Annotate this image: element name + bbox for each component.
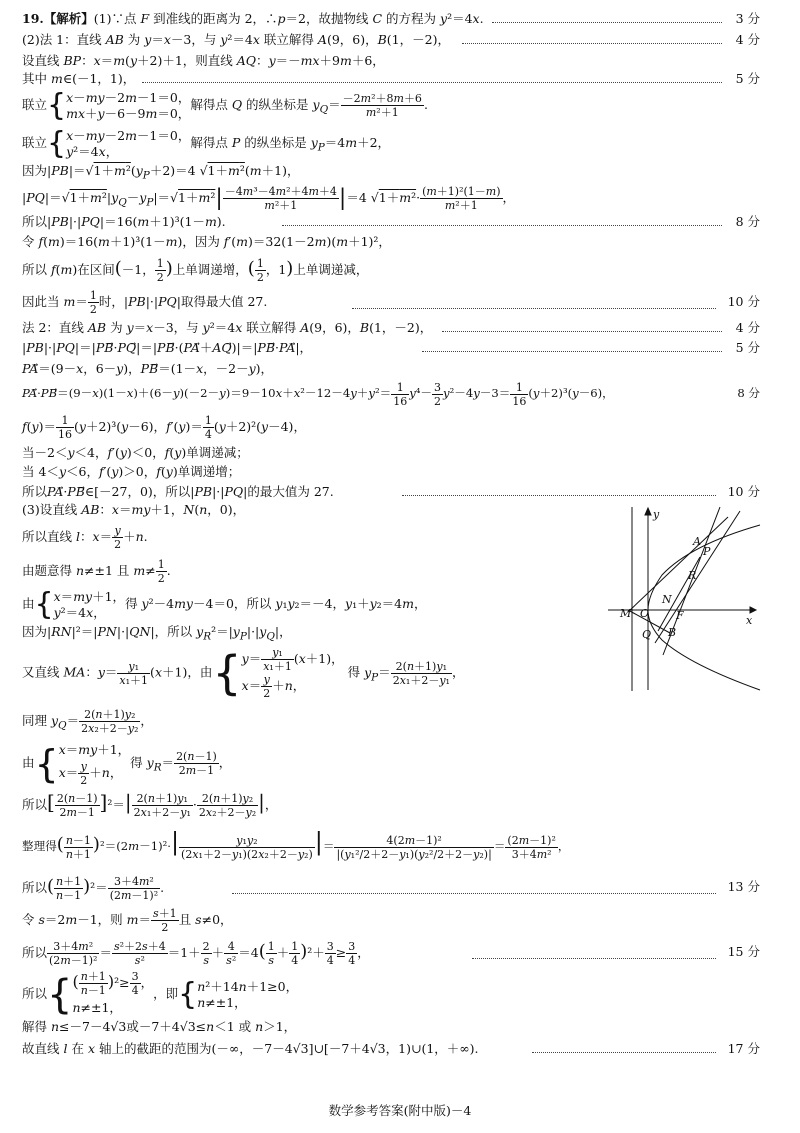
label-b: B: [668, 626, 677, 639]
line-29: 所以[ $\frac{2(n-1)}{2m-1}$ ]²＝| $\frac{\text{2(n＋1)y₁}}{\text{2x₁＋2－y₁}}$ · $\frac{\text{2(n＋1)y₂}}{\text{2x₂＋2－y₂}}$ |，: [22, 790, 278, 819]
line-25: 因为|RN|²＝|PN|·|QN|，所以 $y_R^2=|y_P|\cdot|y_Q|$，: [22, 624, 292, 643]
line-32: 令 s＝2m－1，则 m＝ $\frac{s+1}{2}$ 且 s≠0，: [22, 907, 233, 934]
score-mark: 17 分: [724, 1040, 760, 1058]
label-n: N: [662, 593, 672, 606]
line-34: 所以{( $\frac{n+1}{n-1}$ )²≥ $\frac{3}{4}$ ， n≠±1，，即{n²＋14n＋1≥0， n≠±1，: [22, 970, 299, 1018]
score-mark: 3 分: [732, 10, 760, 28]
line-13: 法 2：直线 AB 为 y＝x－3，与 y²＝4x 联立解得 A(9，6)，B(1，－2)， 4 分: [22, 320, 760, 335]
label-f: F: [676, 609, 684, 622]
parabola-figure: [600, 505, 762, 693]
label-o: O: [640, 607, 650, 620]
line-24: 由{x＝my＋1， y²＝4x，得 y²－4my－4＝0，所以 y₁y₂＝－4，y₁＋y₂＝4m，: [22, 586, 427, 622]
score-mark: 4 分: [732, 319, 760, 337]
line-26: 又直线 MA：y＝ $\frac{\text{y₁}}{\text{x₁＋1}}$ (x＋1)，由{y＝ $\frac{\text{y₁}}{\text{x₁＋1}}$ (x＋1)， x＝ $\frac{y}{2}$ ＋n， 得 $y_P=$ $\frac{\text{2(n＋1)y₁}}{\text{2x₁＋2－y₁}}$ ，: [22, 646, 465, 700]
line-17: f(y)＝ $\frac{1}{16}$ (y＋2)³(y－6)，f′(y)＝ $\frac{1}{4}$ (y＋2)²(y－4)，: [22, 414, 306, 441]
line-2: (2)法 1：直线 AB 为 y＝x－3，与 y²＝4x 联立解得 A(9，6)，B(1，－2)， 4 分: [22, 32, 760, 47]
score-mark: 10 分: [724, 483, 760, 501]
dot-leader: [472, 946, 716, 959]
x-axis-arrow: [750, 607, 756, 613]
score-mark: 5 分: [732, 339, 760, 357]
score-mark: 5 分: [732, 70, 760, 88]
line-27: 同理 $y_Q=$ $\frac{\text{2(n＋1)y₂}}{\text{2x₂＋2－y₂}}$ ，: [22, 708, 153, 735]
label-m: M: [620, 607, 632, 620]
line-14: |PB|·|PQ|＝|PB⃗·PQ⃗|＝|PB⃗·(PA⃗＋AQ⃗)|＝|PB⃗·PA⃗|， 5 分: [22, 340, 760, 355]
line-16: PA⃗·PB⃗＝(9－x)(1－x)＋(6－y)(－2－y)＝9－10x＋x²－12－4y＋y²＝ $\frac{1}{16}$ y⁴－ $\frac{3}{2}$ y²－4y－3＝ $\frac{1}{16}$ (y＋2)³(y－6)， 8 分: [22, 378, 760, 408]
label-p: P: [703, 545, 711, 558]
line-10: 令 f(m)＝16(m＋1)³(1－m)，因为 f′(m)＝32(1－2m)(m＋1)²，: [22, 234, 391, 249]
dot-leader: [352, 296, 716, 309]
line-28: 由{x＝my＋1， x＝ $\frac{y}{2}$ ＋n，得 $y_R=$ $\frac{2(n-1)}{2m-1}$ ，: [22, 741, 232, 787]
line-6: 联立{x－my－2m－1＝0， y²＝4x，解得点 P 的纵坐标是 $y_P=4m+2$，: [22, 125, 391, 161]
score-mark: 10 分: [724, 289, 760, 315]
solution-heading: 19.【解析】: [22, 11, 94, 26]
dot-leader: [532, 1040, 716, 1053]
label-q: Q: [642, 628, 652, 641]
dot-leader: [232, 881, 716, 894]
dot-leader: [422, 339, 722, 352]
dot-leader: [142, 70, 722, 83]
line-12: 因此当 m＝ $\frac{1}{2}$ 时，|PB|·|PQ|取得最大值 27. 10 分: [22, 289, 760, 316]
line-8: $|PQ|=√1+m^2|y_Q-y_P|=√1+m^2|$ $\frac{\text{－4m³－4m²＋4m＋4}}{\text{m²＋1}}$ |＝4 √1＋m²· $\frac{\text{(m＋1)²(1－m)}}{\text{m²＋1}}$ ，: [22, 185, 516, 212]
line-20: 所以PA⃗·PB⃗∈[－27，0)，所以|PB|·|PQ|的最大值为 27. 10 分: [22, 484, 760, 499]
dot-leader: [282, 213, 722, 226]
page-footer: 数学参考答案(附中版)－4: [328, 1103, 472, 1118]
score-mark: 15 分: [724, 936, 760, 968]
line-l: [655, 511, 740, 643]
dot-leader: [492, 10, 722, 23]
line-35: 解得 n≤－7－4√3或－7＋4√3≤n＜1 或 n＞1，: [22, 1019, 297, 1034]
line-4: 其中 m∈(－1，1)， 5 分: [22, 71, 760, 86]
line-22: 所以直线 l：x＝ $\frac{y}{2}$ ＋n.: [22, 524, 148, 551]
line-7: 因为$|PB|=√1+m^2(y_P+2)=4$ √1＋m²(m＋1)，: [22, 163, 300, 182]
line-9: 所以|PB|·|PQ|＝16(m＋1)³(1－m). 8 分: [22, 214, 760, 229]
line-1: 19.【解析】(1)∵点 F 到准线的距离为 2，∴p＝2，故抛物线 C 的方程为 y²＝4x. 3 分: [22, 11, 760, 26]
line-18: 当－2＜y＜4，f′(y)＜0，f(y)单调递减；: [22, 445, 249, 460]
line-31: 所以( $\frac{n+1}{n-1}$ )²＝ $\frac{\text{3＋4m²}}{\text{(2m－1)²}}$ . 13 分: [22, 872, 760, 903]
line-3: 设直线 BP：x＝m(y＋2)＋1，则直线 AQ：y＝－mx＋9m＋6，: [22, 53, 385, 68]
label-a: A: [693, 535, 701, 548]
dot-leader: [402, 483, 716, 496]
label-x: x: [746, 614, 753, 627]
y-axis-arrow: [645, 508, 651, 515]
line-5: 联立{x－my－2m－1＝0， mx＋y－6－9m＝0，解得点 Q 的纵坐标是 $y_Q=$ $\frac{\text{－2m²＋8m＋6}}{\text{m²＋1}}$ .: [22, 87, 428, 123]
dot-leader: [462, 31, 722, 44]
score-mark: 8 分: [733, 378, 760, 408]
line-23: 由题意得 n≠±1 且 m≠ $\frac{1}{2}$ .: [22, 558, 171, 585]
line-30: 整理得( $\frac{n-1}{n+1}$ )²＝(2m－1)²·| $\frac{\text{y₁y₂}}{\text{(2x₁＋2－y₁)(2x₂＋2－y₂)}}$ |＝ $\frac{\text{4(2m－1)²}}{\text{|(y₁²/2＋2－y₁)(y₂²/2＋2－y₂)|}}$ ＝ $\frac{\text{(2m－1)²}}{\text{3＋4m²}}$ ，: [22, 828, 570, 861]
dot-leader: [442, 319, 722, 332]
label-r: R: [688, 569, 697, 582]
line-36: 故直线 l 在 x 轴上的截距的范围为(－∞，－7－4√3]∪[－7＋4√3，1)∪(1，＋∞). 17 分: [22, 1041, 760, 1056]
score-mark: 13 分: [724, 872, 760, 902]
label-y: y: [653, 508, 660, 521]
score-mark: 8 分: [732, 213, 760, 231]
line-15: PA⃗＝(9－x，6－y)，PB⃗＝(1－x，－2－y)，: [22, 361, 274, 376]
line-19: 当 4＜y＜6，f′(y)＞0，f(y)单调递增；: [22, 464, 241, 479]
line-11: 所以 f(m)在区间(－1， $\frac{1}{2}$ )上单调递增，( $\frac{1}{2}$ ，1)上单调递减，: [22, 257, 369, 284]
line-ma: [628, 517, 728, 612]
line-21: (3)设直线 AB：x＝my＋1，N(n，0)，: [22, 502, 246, 517]
score-mark: 4 分: [732, 31, 760, 49]
line-33: 所以 $\frac{\text{3＋4m²}}{\text{(2m－1)²}}$ ＝ $\frac{\text{s²＋2s＋4}}{\text{s²}}$ ＝1＋ $\frac{2}{s}$ ＋ $\frac{4}{\text{s²}}$ ＝4( $\frac{1}{s}$ ＋ $\frac{1}{4}$ )²＋ $\frac{3}{4}$ ≥ $\frac{3}{4}$ ， 15 分: [22, 936, 760, 969]
